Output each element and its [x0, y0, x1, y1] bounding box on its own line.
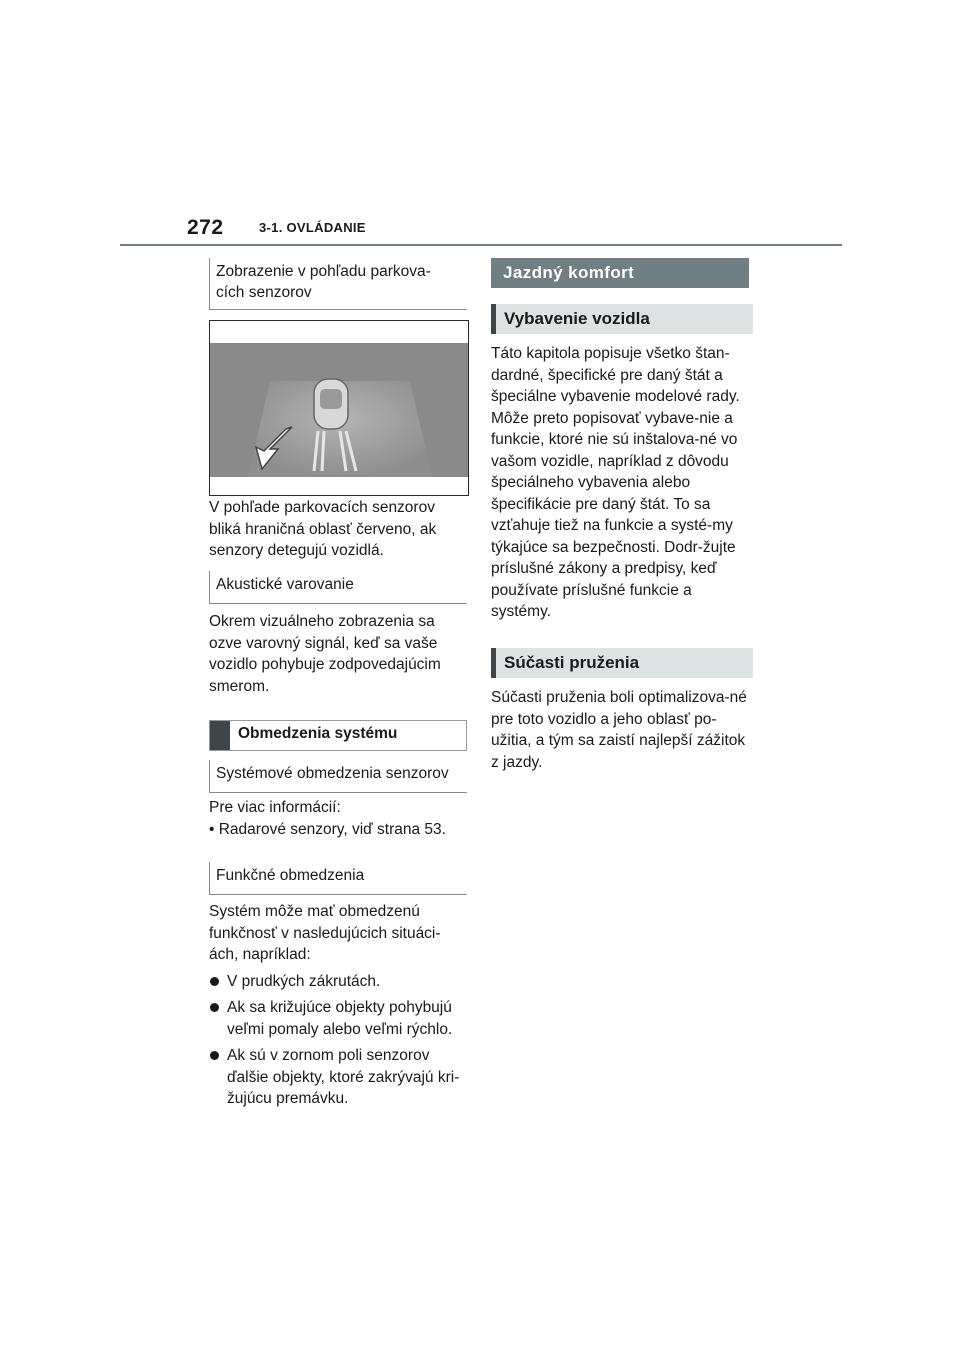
- paragraph-vehicle-equipment: Táto kapitola popisuje všetko štan-dardné, špecifické pre daný štát a špeciálne vybavenie modelové rady. Môže preto popisovať vybave-nie a funkcie, ktoré nie sú inštalova-né vo vašom vozidle, napríklad z dôvodu špeciálneho vybavenia alebo špecifikácie pre daný štát. To sa vzťahuje tiež na funkcie a systé-my týkajúce sa bezpečnosti. Dodr-žujte príslušné zákony a predpisy, keď používate príslušné funkcie a systémy.: [491, 345, 740, 620]
- subheading-acoustic-warning: Akustické varovanie: [209, 571, 467, 604]
- parking-sensor-figure: [209, 320, 469, 496]
- heading-system-limits: [209, 720, 467, 751]
- subheading-function-limits: Funkčné obmedzenia: [209, 862, 467, 895]
- band-suspension-parts: Súčasti pruženia: [491, 648, 753, 678]
- page-number: 272: [187, 216, 224, 239]
- limits-list: [209, 971, 467, 1110]
- section-title: 3-1. OVLÁDANIE: [259, 220, 366, 235]
- parking-sensor-illustration: [210, 321, 468, 495]
- subheading-sensor-limits: Systémové obmedzenia senzorov: [209, 760, 467, 793]
- list-item: Ak sa križujúce objekty pohybujú veľmi pomaly alebo veľmi rýchlo.: [209, 997, 467, 1040]
- heading-system-limits-label: Obmedzenia systému: [238, 725, 398, 742]
- heading-bar: [210, 721, 230, 750]
- band-driving-comfort: Jazdný komfort: [491, 258, 749, 288]
- header-divider: [120, 244, 842, 246]
- paragraph-acoustic-warning: Okrem vizuálneho zobrazenia sa ozve varovný signál, keď sa vaše vozidlo pohybuje zodpovedajúcim smerom.: [209, 613, 441, 695]
- subheading-parking-view: Zobrazenie v pohľadu parkova- cích senzorov: [209, 258, 467, 310]
- band-vehicle-equipment: Vybavenie vozidla: [491, 304, 753, 334]
- list-item: Ak sú v zornom poli senzorov ďalšie objekty, ktoré zakrývajú kri-žujúcu premávku.: [209, 1045, 467, 1110]
- paragraph-more-info: Pre viac informácií:: [209, 799, 341, 816]
- car-top-view-icon: [314, 379, 348, 429]
- paragraph-function-limits: Systém môže mať obmedzenú funkčnosť v nasledujúcich situáci-ách, napríklad:: [209, 903, 441, 963]
- paragraph-parking-view: V pohľade parkovacích senzorov bliká hraničná oblasť červeno, ak senzory detegujú vozidlá.: [209, 499, 437, 559]
- more-info-item: • Radarové senzory, viď strana 53.: [209, 820, 446, 838]
- paragraph-suspension-parts: Súčasti pruženia boli optimalizova-né pre toto vozidlo a jeho oblasť po-užitia, a tým sa zaistí najlepší zážitok z jazdy.: [491, 689, 747, 771]
- list-item: V prudkých zákrutách.: [209, 971, 467, 993]
- left-subheading-parking-view-box: [209, 258, 467, 310]
